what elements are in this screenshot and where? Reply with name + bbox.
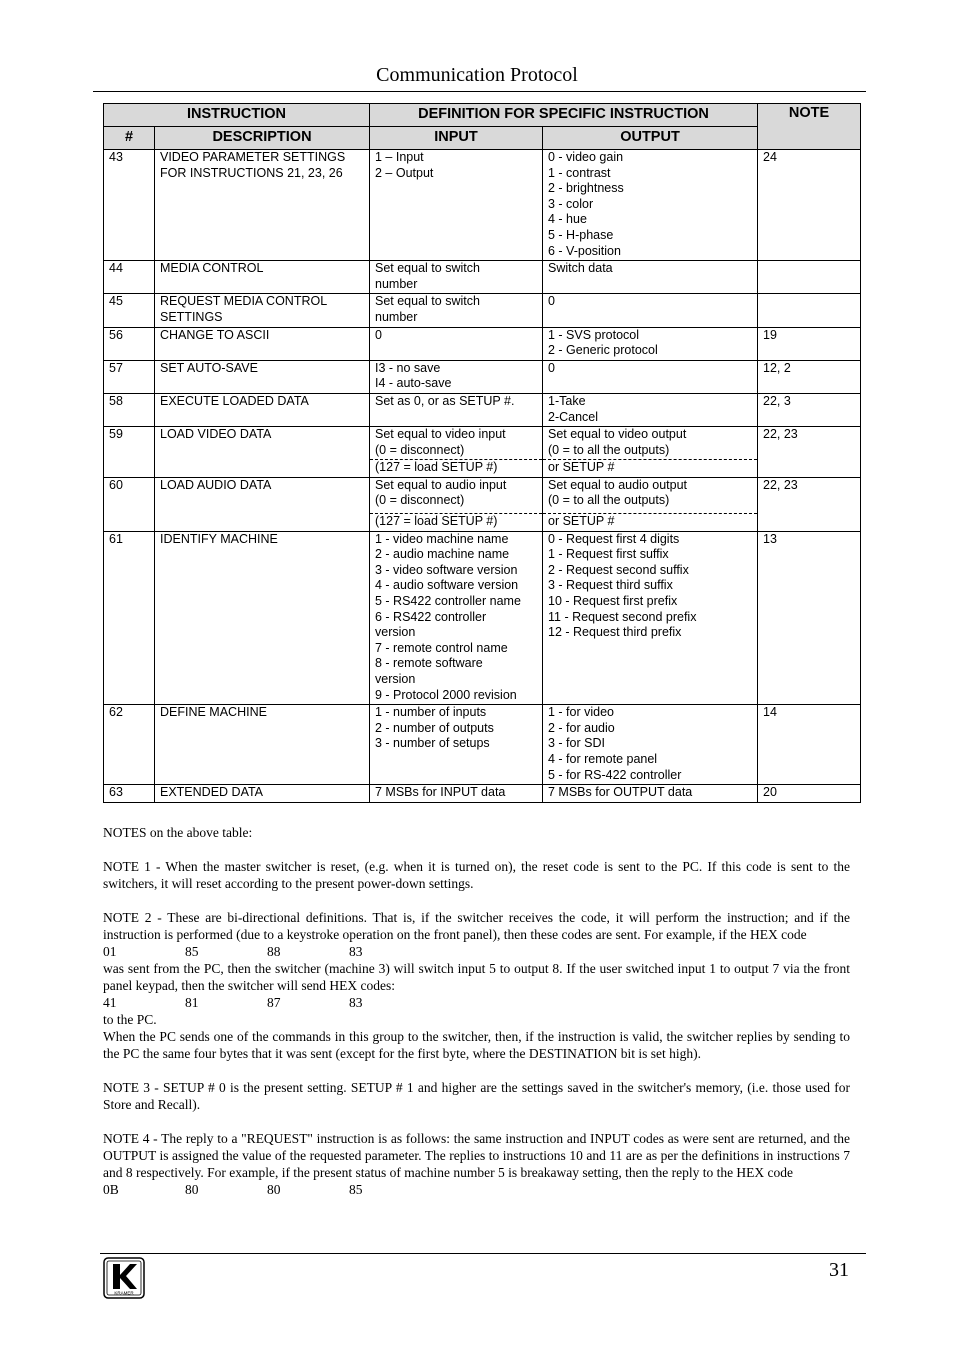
header-rule xyxy=(93,91,866,92)
cell-note: 22, 23 xyxy=(758,477,861,531)
cell-num: 61 xyxy=(104,531,155,705)
hex-byte: 85 xyxy=(349,1182,363,1197)
header-note: NOTE xyxy=(758,104,861,150)
hex-byte: 01 xyxy=(103,944,117,959)
cell-description: SET AUTO-SAVE xyxy=(155,360,370,393)
cell-output: 0 xyxy=(543,294,758,327)
hex-byte: 87 xyxy=(267,995,281,1010)
table-row xyxy=(104,531,861,705)
header-definition: DEFINITION FOR SPECIFIC INSTRUCTION xyxy=(370,104,758,127)
cell-note: 22, 23 xyxy=(758,427,861,478)
hex-byte: 83 xyxy=(349,944,363,959)
cell-output: 7 MSBs for OUTPUT data xyxy=(543,785,758,803)
cell-num: 63 xyxy=(104,785,155,803)
cell-input: Set equal to switch number xyxy=(370,294,543,327)
cell-description: EXECUTE LOADED DATA xyxy=(155,393,370,426)
table-row xyxy=(104,785,861,803)
hex-byte: 83 xyxy=(349,995,363,1010)
hex-byte: 80 xyxy=(267,1182,281,1197)
table-row xyxy=(104,261,861,294)
cell-output: 0 - video gain 1 - contrast 2 - brightness 3 - color 4 - hue 5 - H-phase 6 - V-position xyxy=(543,150,758,261)
cell-note: 19 xyxy=(758,327,861,360)
cell-note: 20 xyxy=(758,785,861,803)
cell-output-setup: or SETUP # xyxy=(543,514,758,532)
cell-description: LOAD VIDEO DATA xyxy=(155,427,370,478)
cell-num: 43 xyxy=(104,150,155,261)
cell-num: 44 xyxy=(104,261,155,294)
cell-note: 13 xyxy=(758,531,861,705)
cell-description: LOAD AUDIO DATA xyxy=(155,477,370,531)
table-row xyxy=(104,705,861,785)
cell-input-setup: (127 = load SETUP #) xyxy=(370,460,543,478)
note-2-paragraph: NOTE 2 - These are bi-directional definitions. That is, if the switcher receives the code, it will perform the instruction; and if the instruction is performed (due to a keystroke operation on the front panel), then these codes are sent. For example, if the HEX code xyxy=(103,910,850,942)
cell-input: Set equal to audio input (0 = disconnect) xyxy=(370,477,543,513)
cell-input: I3 - no save I4 - auto-save xyxy=(370,360,543,393)
cell-num: 59 xyxy=(104,427,155,478)
cell-description: VIDEO PARAMETER SETTINGS FOR INSTRUCTIONS 21, 23, 26 xyxy=(155,150,370,261)
hex-byte: 0B xyxy=(103,1182,119,1197)
cell-note: 24 xyxy=(758,150,861,261)
cell-description: IDENTIFY MACHINE xyxy=(155,531,370,705)
header-output: OUTPUT xyxy=(543,127,758,150)
cell-input: 1 - video machine name 2 - audio machine name 3 - video software version 4 - audio software version 5 - RS422 controller name 6 - RS422 controller version 7 - remote control name 8 - remote software version 9 - Protocol 2000 revision xyxy=(370,531,543,705)
cell-note xyxy=(758,294,861,327)
cell-num: 58 xyxy=(104,393,155,426)
cell-output: Switch data xyxy=(543,261,758,294)
hex-byte: 88 xyxy=(267,944,281,959)
hex-code-row xyxy=(103,943,850,960)
cell-input: 1 - number of inputs 2 - number of outputs 3 - number of setups xyxy=(370,705,543,785)
cell-input: 7 MSBs for INPUT data xyxy=(370,785,543,803)
cell-num: 45 xyxy=(104,294,155,327)
cell-note: 22, 3 xyxy=(758,393,861,426)
table-row xyxy=(104,393,861,426)
cell-input: Set equal to video input (0 = disconnect) xyxy=(370,427,543,460)
header-num: # xyxy=(104,127,155,150)
cell-num: 56 xyxy=(104,327,155,360)
cell-output: Set equal to audio output (0 = to all the outputs) xyxy=(543,477,758,513)
table-row xyxy=(104,150,861,261)
cell-description: DEFINE MACHINE xyxy=(155,705,370,785)
cell-note xyxy=(758,261,861,294)
cell-num: 60 xyxy=(104,477,155,531)
note-2-paragraph: to the PC. xyxy=(103,1012,157,1027)
protocol-table xyxy=(103,103,861,803)
cell-output-setup: or SETUP # xyxy=(543,460,758,478)
cell-description: CHANGE TO ASCII xyxy=(155,327,370,360)
hex-code-row xyxy=(103,994,850,1011)
cell-description: EXTENDED DATA xyxy=(155,785,370,803)
cell-note: 12, 2 xyxy=(758,360,861,393)
cell-description: MEDIA CONTROL xyxy=(155,261,370,294)
header-description: DESCRIPTION xyxy=(155,127,370,150)
cell-output: 1-Take 2-Cancel xyxy=(543,393,758,426)
cell-input: Set equal to switch number xyxy=(370,261,543,294)
table-row xyxy=(104,327,861,360)
cell-output: 1 - SVS protocol 2 - Generic protocol xyxy=(543,327,758,360)
footer-rule xyxy=(100,1253,866,1254)
cell-num: 57 xyxy=(104,360,155,393)
header-input: INPUT xyxy=(370,127,543,150)
cell-num: 62 xyxy=(104,705,155,785)
cell-note: 14 xyxy=(758,705,861,785)
hex-byte: 41 xyxy=(103,995,117,1010)
note-2-paragraph: was sent from the PC, then the switcher (machine 3) will switch input 5 to output 8. If the user switched input 1 to output 7 via the front panel keypad, then the switcher will send HEX codes: xyxy=(103,961,850,993)
hex-code-row xyxy=(103,1181,850,1198)
cell-input: 1 – Input 2 – Output xyxy=(370,150,543,261)
note-3: NOTE 3 - SETUP # 0 is the present setting. SETUP # 1 and higher are the settings saved in the switcher's memory, (i.e. those used for Store and Recall). xyxy=(103,1080,850,1112)
cell-input-setup: (127 = load SETUP #) xyxy=(370,514,543,532)
cell-output: 1 - for video 2 - for audio 3 - for SDI 4 - for remote panel 5 - for RS-422 controller xyxy=(543,705,758,785)
hex-byte: 80 xyxy=(185,1182,199,1197)
table-row xyxy=(104,477,861,513)
notes-intro: NOTES on the above table: xyxy=(103,825,253,840)
cell-output: Set equal to video output (0 = to all the outputs) xyxy=(543,427,758,460)
hex-byte: 85 xyxy=(185,944,199,959)
page-header-title: Communication Protocol xyxy=(376,64,578,86)
header-instruction: INSTRUCTION xyxy=(104,104,370,127)
kramer-logo-icon xyxy=(103,1257,145,1299)
logo-text: KRAMER xyxy=(114,1290,134,1296)
table-row xyxy=(104,427,861,460)
page-number: 31 xyxy=(829,1259,849,1281)
cell-output: 0 - Request first 4 digits 1 - Request first suffix 2 - Request second suffix 3 - Request third suffix 10 - Request first prefix 11 - Request second prefix 12 - Request third prefix xyxy=(543,531,758,705)
table-row xyxy=(104,294,861,327)
note-2-paragraph: When the PC sends one of the commands in this group to the switcher, then, if the instruction is valid, the switcher replies by sending to the PC the same four bytes that it was sent (except for the first byte, where the DESTINATION bit is set high). xyxy=(103,1029,850,1061)
notes-section xyxy=(103,824,850,1198)
table-row xyxy=(104,360,861,393)
hex-byte: 81 xyxy=(185,995,199,1010)
cell-description: REQUEST MEDIA CONTROL SETTINGS xyxy=(155,294,370,327)
note-4: NOTE 4 - The reply to a "REQUEST" instruction is as follows: the same instruction and INPUT codes as were sent are returned, and the OUTPUT is assigned the value of the requested parameter. The replies to instructions 10 and 11 are as per the definitions in instructions 7 and 8 respectively. For example, if the present status of machine number 5 is breakaway setting, then the reply to the HEX code xyxy=(103,1131,850,1180)
cell-input: 0 xyxy=(370,327,543,360)
cell-output: 0 xyxy=(543,360,758,393)
note-1: NOTE 1 - When the master switcher is reset, (e.g. when it is turned on), the reset code is sent to the PC. If this code is sent to the switchers, it will reset according to the present power-down settings. xyxy=(103,859,850,891)
cell-input: Set as 0, or as SETUP #. xyxy=(370,393,543,426)
